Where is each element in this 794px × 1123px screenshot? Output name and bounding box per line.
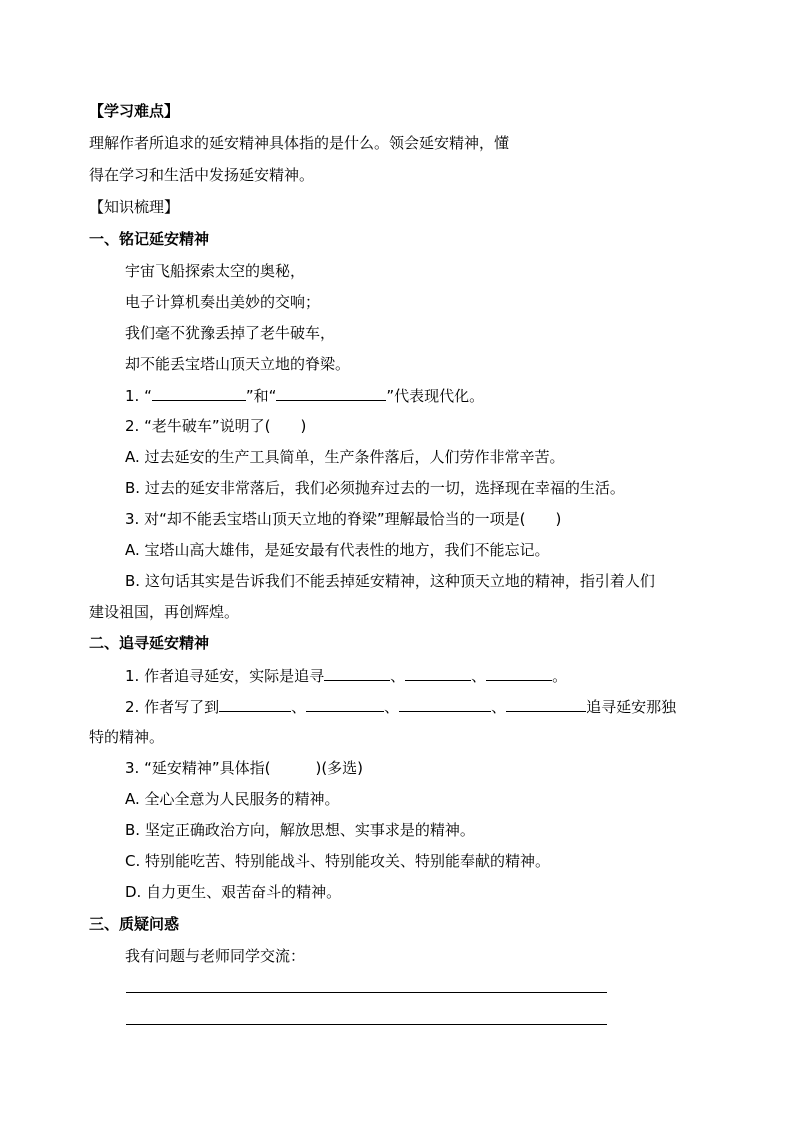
poem-line-1: 宇宙飞船探索太空的奥秘， xyxy=(125,262,306,280)
s1-question-2: 2. “老牛破车”说明了( ) xyxy=(125,417,307,435)
separator: 、 xyxy=(491,698,507,716)
difficulty-text-line1: 理解作者所追求的延安精神具体指的是什么。领会延安精神，懂 xyxy=(89,134,510,152)
s2-q3-option-c: C. 特别能吃苦、特别能战斗、特别能攻关、特别能奉献的精神。 xyxy=(125,852,551,870)
separator: 、 xyxy=(390,667,406,685)
fill-blank[interactable] xyxy=(219,696,291,712)
separator: 、 xyxy=(471,667,487,685)
fill-blank[interactable] xyxy=(152,385,246,401)
s2-q3-option-b: B. 坚定正确政治方向，解放思想、实事求是的精神。 xyxy=(125,821,475,839)
poem-line-4: 却不能丢宝塔山顶天立地的脊梁。 xyxy=(125,355,351,373)
s1-question-1 xyxy=(125,385,484,406)
section3-title: 三、质疑问惑 xyxy=(89,915,180,933)
fill-blank[interactable] xyxy=(276,385,386,401)
difficulty-text-line2: 得在学习和生活中发扬延安精神。 xyxy=(89,166,315,184)
s2-question-3: 3. “延安精神”具体指( )(多选) xyxy=(125,759,364,777)
fill-blank[interactable] xyxy=(486,665,552,681)
s2-q3-option-a: A. 全心全意为人民服务的精神。 xyxy=(125,790,340,808)
s2-q1-prefix: 1. 作者追寻延安，实际是追寻 xyxy=(125,667,325,685)
s1-q1-prefix: 1. “ xyxy=(125,387,152,405)
answer-line-1[interactable] xyxy=(126,992,607,993)
separator: 、 xyxy=(291,698,307,716)
s2-question-1 xyxy=(125,665,567,686)
s1-q3-option-a: A. 宝塔山高大雄伟，是延安最有代表性的地方，我们不能忘记。 xyxy=(125,541,550,559)
s2-q2-suffix: 追寻延安那独 xyxy=(586,698,677,716)
answer-line-2[interactable] xyxy=(126,1024,607,1025)
fill-blank[interactable] xyxy=(506,696,586,712)
difficulty-heading: 【学习难点】 xyxy=(89,102,180,120)
fill-blank[interactable] xyxy=(324,665,390,681)
s1-q3-option-b-line2: 建设祖国，再创辉煌。 xyxy=(89,603,240,621)
section1-title: 一、铭记延安精神 xyxy=(89,230,210,248)
s3-prompt: 我有问题与老师同学交流： xyxy=(125,947,306,965)
s2-question-2 xyxy=(125,696,676,717)
separator: 、 xyxy=(384,698,400,716)
fill-blank[interactable] xyxy=(405,665,471,681)
knowledge-heading: 【知识梳理】 xyxy=(89,198,180,216)
s1-q2-option-b: B. 过去的延安非常落后，我们必须抛弃过去的一切，选择现在幸福的生活。 xyxy=(125,479,625,497)
s2-q3-option-d: D. 自力更生、艰苦奋斗的精神。 xyxy=(125,883,342,901)
s1-q1-mid: ”和“ xyxy=(245,387,277,405)
poem-line-2: 电子计算机奏出美妙的交响； xyxy=(125,293,321,311)
s2-question-2-line2: 特的精神。 xyxy=(89,728,165,746)
fill-blank[interactable] xyxy=(399,696,491,712)
s2-q2-prefix: 2. 作者写了到 xyxy=(125,698,220,716)
s1-q3-option-b-line1: B. 这句话其实是告诉我们不能丢掉延安精神，这种顶天立地的精神，指引着人们 xyxy=(125,572,655,590)
fill-blank[interactable] xyxy=(306,696,384,712)
section2-title: 二、追寻延安精神 xyxy=(89,634,210,652)
s1-q2-option-a: A. 过去延安的生产工具简单，生产条件落后，人们劳作非常辛苦。 xyxy=(125,448,565,466)
s1-question-3: 3. 对“却不能丢宝塔山顶天立地的脊梁”理解最恰当的一项是( ) xyxy=(125,510,562,528)
s1-q1-suffix: ”代表现代化。 xyxy=(386,387,485,405)
s2-q1-end: 。 xyxy=(552,667,568,685)
poem-line-3: 我们毫不犹豫丢掉了老牛破车， xyxy=(125,324,336,342)
